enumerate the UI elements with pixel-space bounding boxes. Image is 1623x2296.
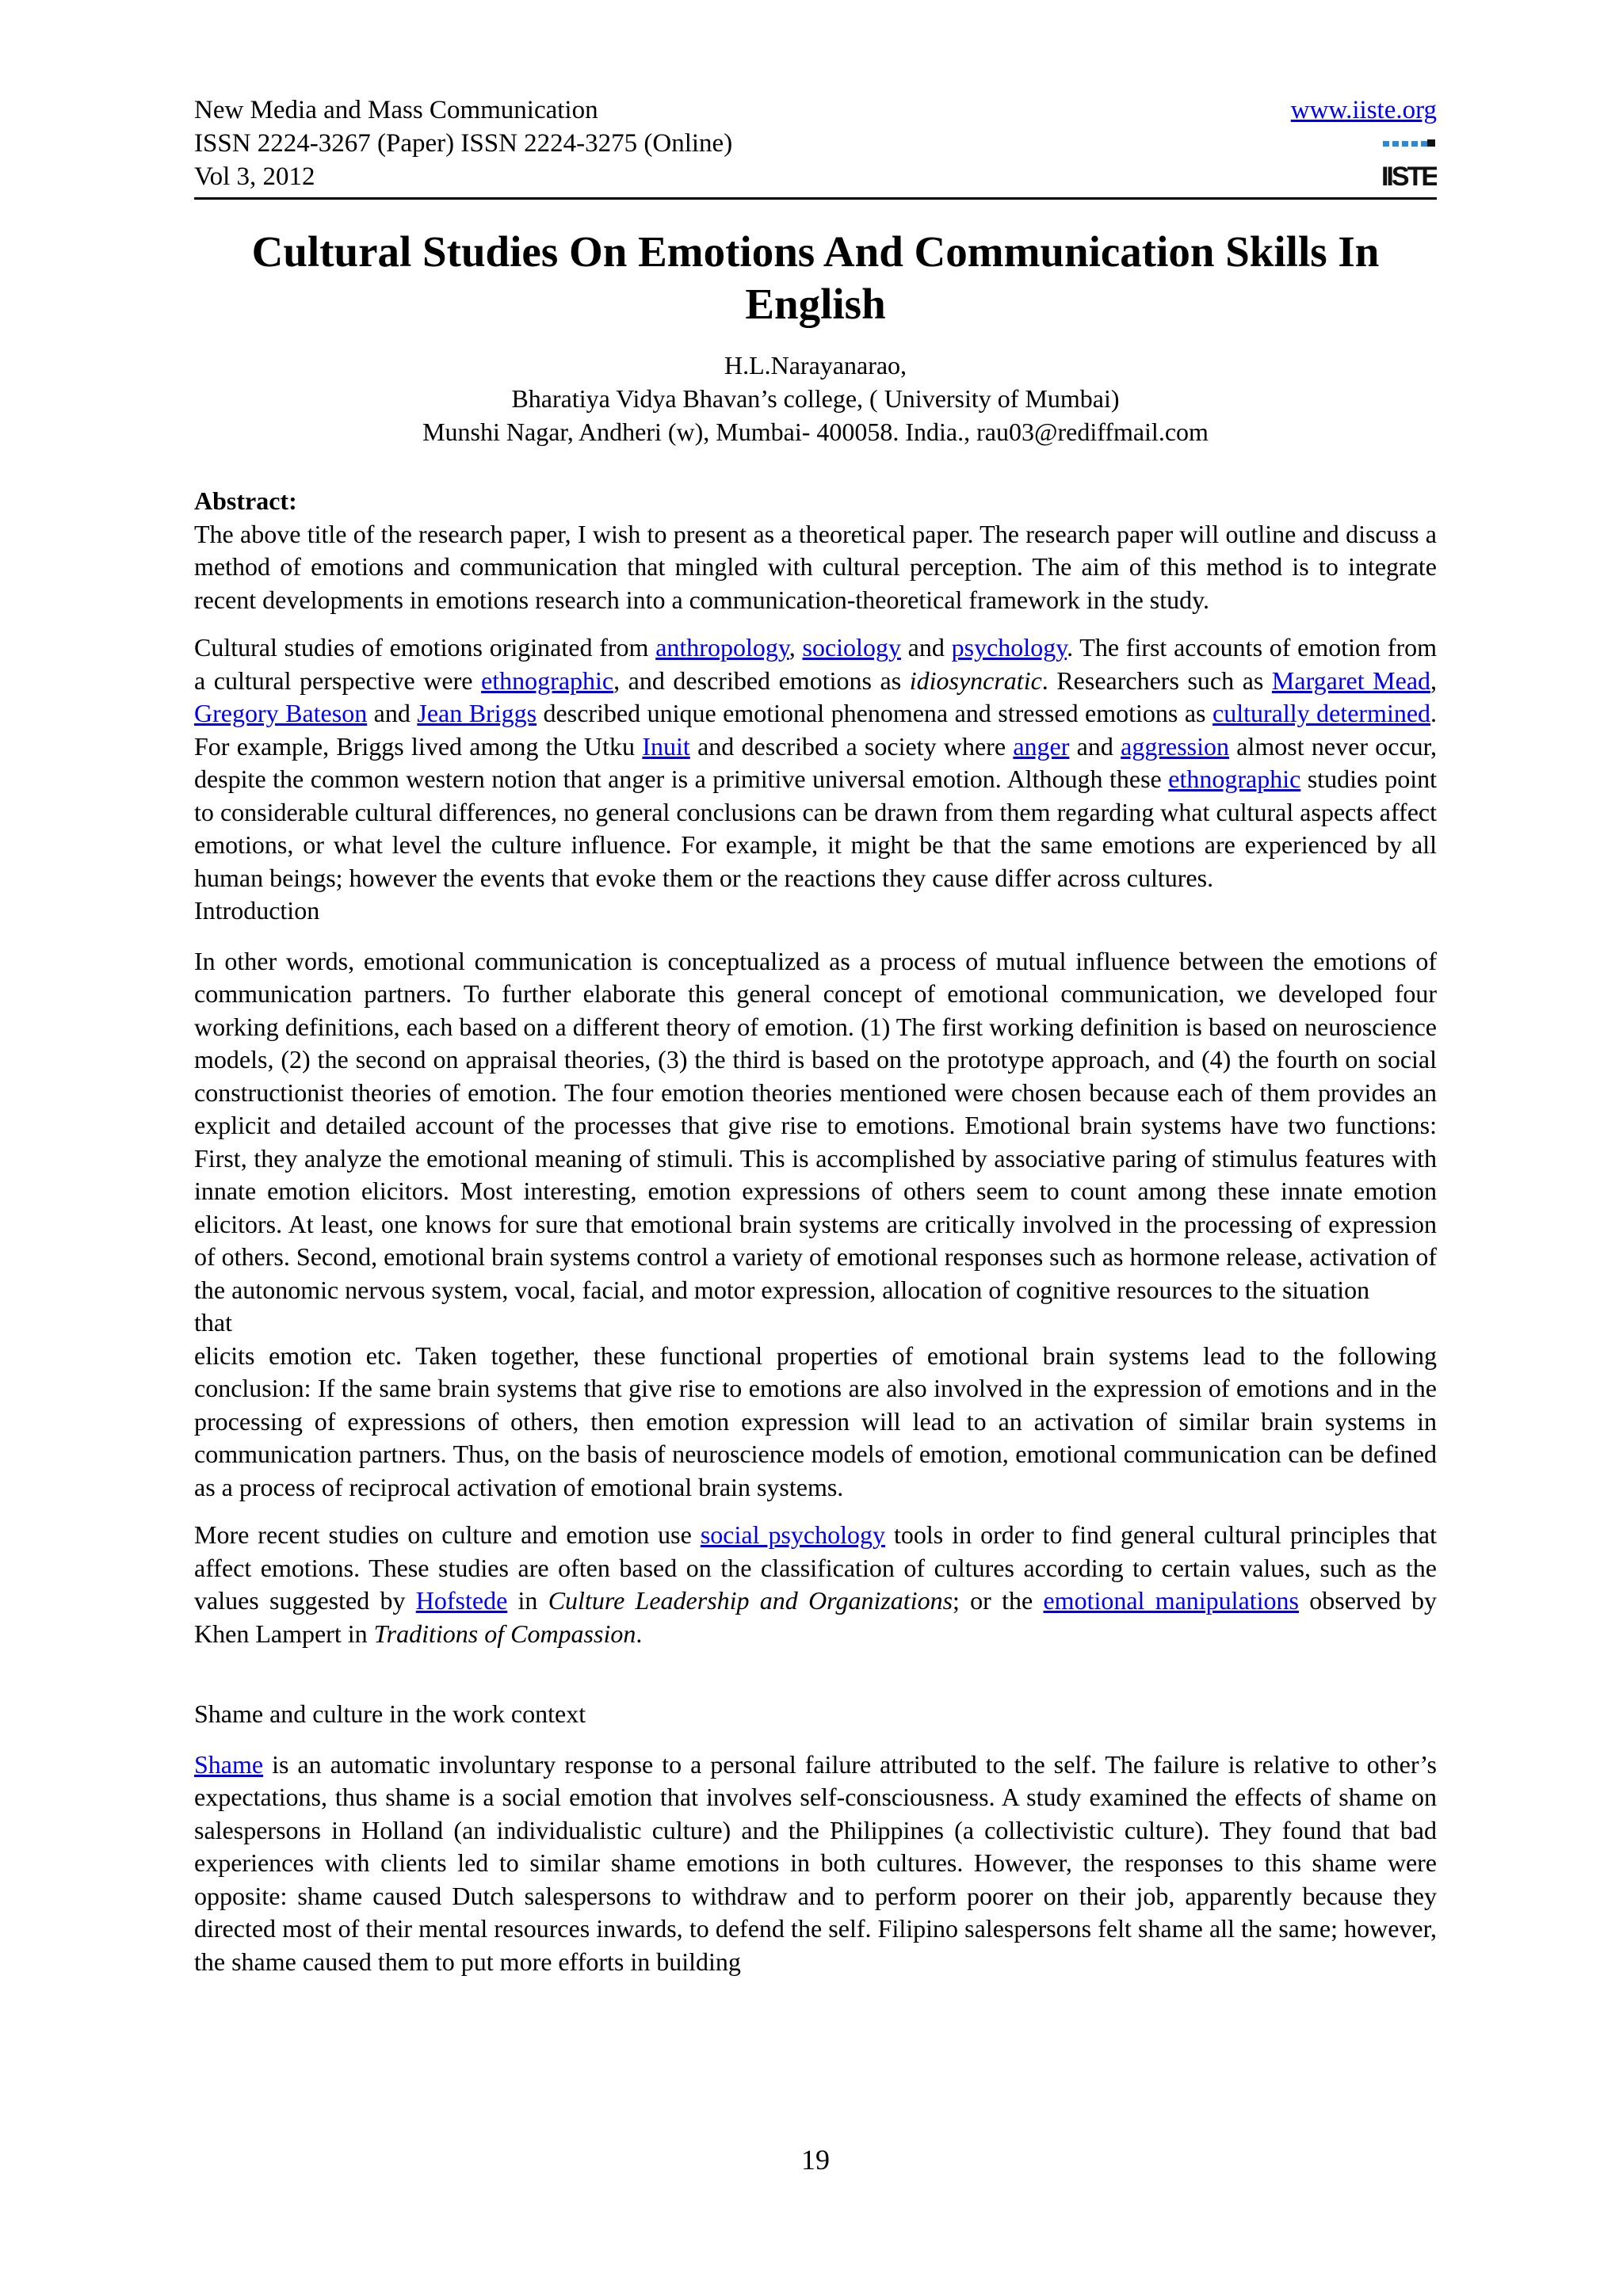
logo-lettering: IISTE <box>1381 162 1437 190</box>
paragraph-introduction-cont: elicits emotion etc. Taken together, these functional properties of emotional brain systems lead to the following conclusion: If the same brain systems that give rise to emotions are also involved in the expression of emotions and in the processing of expressions of others, then emotion expression will lead to an activation of similar brain systems in communication partners. Thus, on the basis of neuroscience models of emotion, emotional communication can be defined as a process of reciprocal activation of emotional brain systems. <box>194 1341 1437 1501</box>
shame-heading: Shame and culture in the work context <box>194 1699 586 1728</box>
link-emotional-manipulations[interactable]: emotional manipulations <box>1043 1586 1300 1615</box>
link-margaret-mead[interactable]: Margaret Mead <box>1271 666 1431 695</box>
page-number: 19 <box>801 2144 830 2176</box>
link-ethnographic-2[interactable]: ethnographic <box>1168 765 1301 793</box>
journal-name: New Media and Mass Communication <box>194 96 598 124</box>
link-hofstede[interactable]: Hofstede <box>415 1586 508 1615</box>
link-shame[interactable]: Shame <box>194 1749 264 1779</box>
paragraph-cultural-studies: Cultural studies of emotions originated from anthropology, sociology and psychology. The first accounts of emotion from a cultural perspective were ethnographic, and described emotions as idiosyncratic. Researchers such as Margaret Mead, Gregory Bateson and Jean Briggs described unique emotional phenomena and stressed emotions as culturally determined. For example, Briggs lived among the Utku Inuit and described a society where anger and aggression almost never occur, despite the common western notion that anger is a primitive universal emotion. Although these ethnographic studies point to considerable cultural differences, no general conclusions can be drawn from them regarding what cultural aspects affect emotions, or what level the culture influence. For example, it might be that the same emotions are experienced by all human beings; however the events that evoke them or the reactions they cause differ across cultures. <box>194 633 1438 892</box>
issn-line: ISSN 2224-3267 (Paper) ISSN 2224-3275 (Online) <box>194 129 733 158</box>
journal-info <box>194 93 732 193</box>
volume-line: Vol 3, 2012 <box>194 162 315 191</box>
link-culturally-determined[interactable]: culturally determined <box>1212 699 1431 727</box>
link-aggression[interactable]: aggression <box>1121 731 1230 761</box>
link-ethnographic[interactable]: ethnographic <box>481 666 614 695</box>
author-address: Munshi Nagar, Andheri (w), Mumbai- 400058. India., rau03@rediffmail.com <box>422 418 1209 446</box>
abstract-heading: Abstract: <box>194 486 297 515</box>
link-jean-briggs[interactable]: Jean Briggs <box>417 699 537 727</box>
paragraph-introduction-orphan: that <box>194 1308 232 1337</box>
abstract-text: The above title of the research paper, I wish to present as a theoretical paper. The research paper will outline and discuss a method of emotions and communication that mingled with cultural perception. The aim of this method is to integrate recent developments in emotions research into a communication-theoretical framework in the study. <box>194 519 1437 614</box>
link-anger[interactable]: anger <box>1013 731 1070 761</box>
running-header <box>194 93 1437 198</box>
link-inuit[interactable]: Inuit <box>642 731 690 761</box>
introduction-heading: Introduction <box>194 896 320 925</box>
paragraph-recent-studies: More recent studies on culture and emotion use social psychology tools in order to find general cultural principles that affect emotions. These studies are often based on the classification of cultures according to certain values, such as the values suggested by Hofstede in Culture Leadership and Organizations; or the emotional manipulations observed by Khen Lampert in Traditions of Compassion. <box>194 1520 1438 1648</box>
link-sociology[interactable]: sociology <box>802 633 901 662</box>
paragraph-introduction: In other words, emotional communication is conceptualized as a process of mutual influence between the emotions of communication partners. To further elaborate this general concept of emotional communication, we developed four working definitions, each based on a different theory of emotion. (1) The first working definition is based on neuroscience models, (2) the second on appraisal theories, (3) the third is based on the prototype approach, and (4) the fourth on social constructionist theories of emotion. The four emotion theories mentioned were chosen because each of them provides an explicit and detailed account of the processes that give rise to emotions. Emotional brain systems have two functions: First, they analyze the emotional meaning of stimuli. This is accomplished by associative paring of stimulus features with innate emotion elicitors. Most interesting, emotion expressions of others seem to count among these innate emotion elicitors. At least, one knows for sure that emotional brain systems are critically involved in the processing of expression of others. Second, emotional brain systems control a variety of emotional responses such as hormone release, activation of the autonomic nervous system, vocal, facial, and motor expression, allocation of cognitive resources to the situation <box>194 946 1437 1304</box>
paper-body <box>194 485 1437 1978</box>
link-anthropology[interactable]: anthropology <box>655 633 789 662</box>
paper-title: Cultural Studies On Emotions And Communication Skills In English <box>251 227 1380 328</box>
author-block <box>194 349 1437 448</box>
header-rule <box>194 197 1437 200</box>
link-psychology[interactable]: psychology <box>951 633 1067 662</box>
journal-url-link[interactable]: www.iiste.org <box>1290 96 1437 124</box>
link-social-psychology[interactable]: social psychology <box>700 1520 886 1549</box>
iiste-logo <box>1381 139 1437 190</box>
link-gregory-bateson[interactable]: Gregory Bateson <box>194 699 368 727</box>
paragraph-shame: Shame is an automatic involuntary response to a personal failure attributed to the self. The failure is relative to other’s expectations, thus shame is a social emotion that involves self-consciousness. A study examined the effects of shame on salespersons in Holland (an individualistic culture) and the Philippines (a collectivistic culture). They found that bad experiences with clients led to similar shame emotions in both cultures. However, the responses to this shame were opposite: shame caused Dutch salespersons to withdraw and to perform poorer on their job, apparently because they directed most of their mental resources inwards, to defend the self. Filipino salespersons felt shame all the same; however, the shame caused them to put more efforts in building <box>194 1749 1437 1976</box>
author-affiliation: Bharatiya Vidya Bhavan’s college, ( University of Mumbai) <box>511 384 1120 413</box>
author-name: H.L.Narayanarao, <box>724 351 907 379</box>
